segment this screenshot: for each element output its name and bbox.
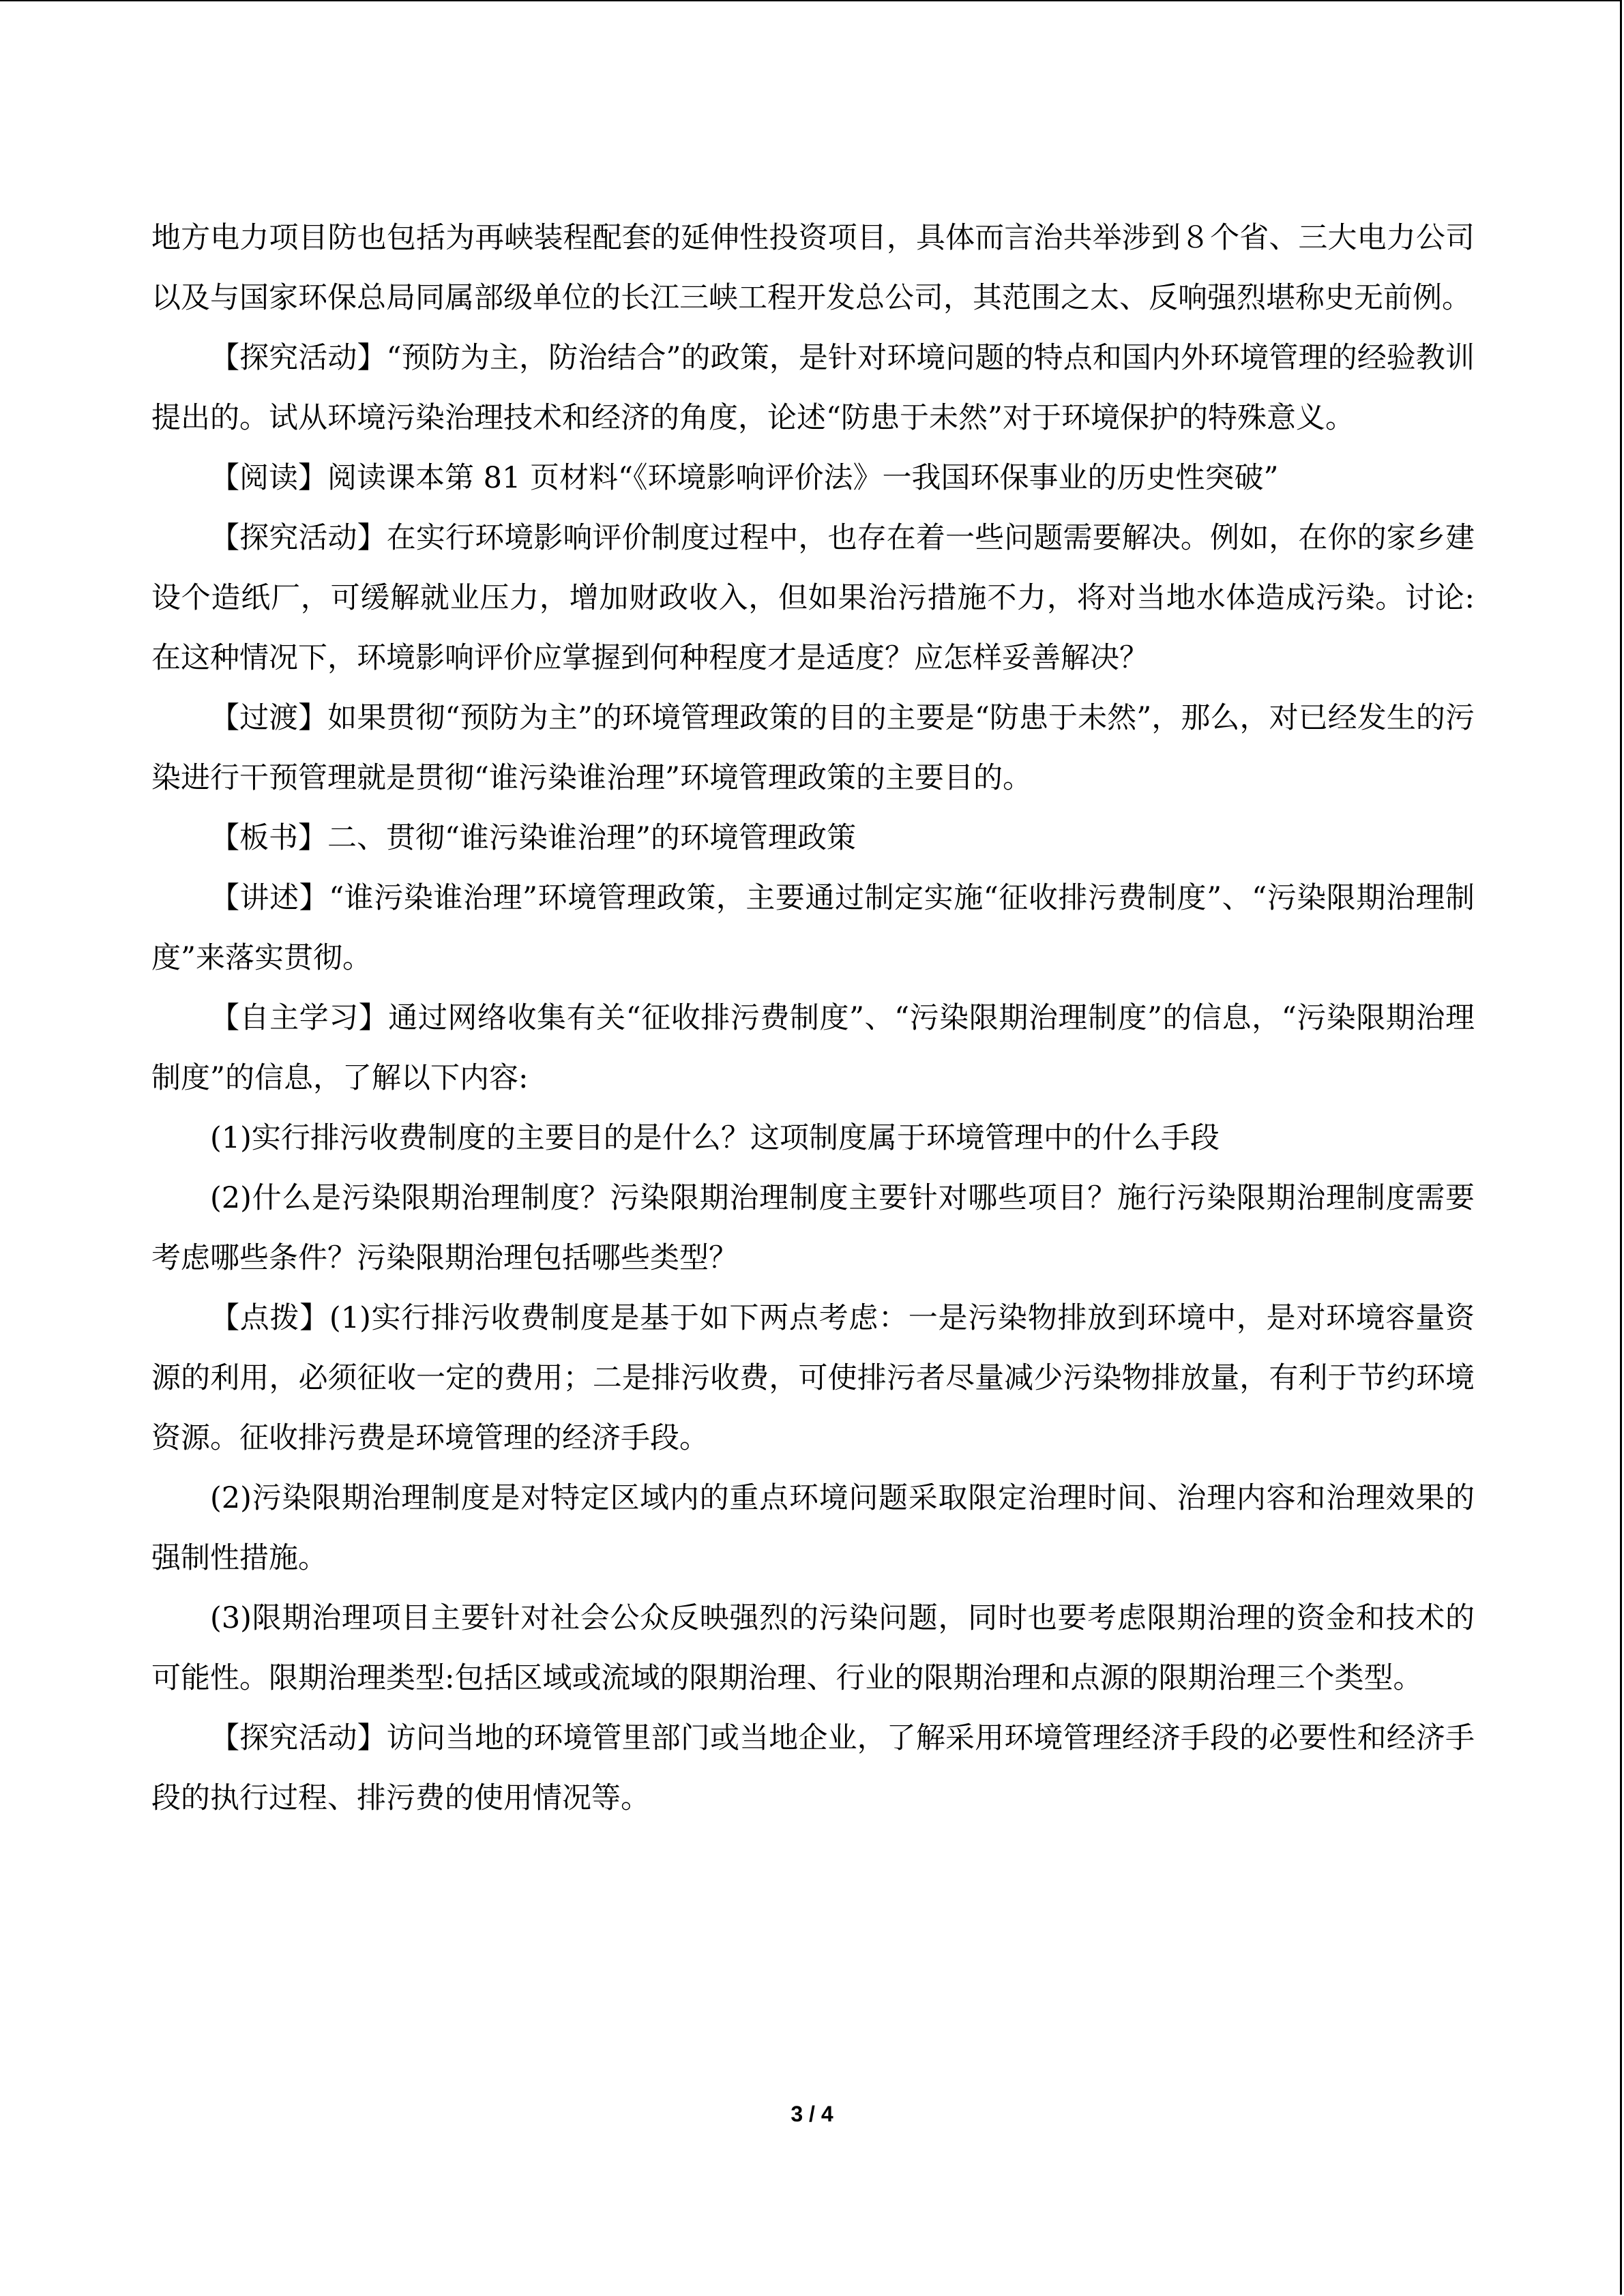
document-body bbox=[151, 208, 1475, 1828]
paragraph-2: 【探究活动】“预防为主，防治结合”的政策，是针对环境问题的特点和国内外环境管理的经验教训提出的。试从环境污染治理技术和经济的角度，论述“防患于未然”对于环境保护的特殊意义。 bbox=[151, 341, 1475, 435]
paragraph-4: 【探究活动】在实行环境影响评价制度过程中，也存在着一些问题需要解决。例如，在你的家乡建设个造纸厂，可缓解就业压力，增加财政收入，但如果治污措施不力，将对当地水体造成污染。讨论:在这种情况下，环境影响评价应掌握到何种程度才是适度？应怎样妥善解决？ bbox=[151, 521, 1475, 675]
paragraph-10: (2)什么是污染限期治理制度？污染限期治理制度主要针对哪些项目？施行污染限期治理制度需要考虑哪些条件？污染限期治理包括哪些类型？ bbox=[151, 1181, 1475, 1275]
paragraph-5: 【过渡】如果贯彻“预防为主”的环境管理政策的目的主要是“防患于未然”，那么，对已经发生的污染进行干预管理就是贯彻“谁污染谁治理”环境管理政策的主要目的。 bbox=[151, 701, 1475, 795]
paragraph-3: 【阅读】阅读课本第 81 页材料“《环境影响评价法》一我国环保事业的历史性突破” bbox=[210, 461, 1279, 495]
paragraph-11: 【点拨】(1)实行排污收费制度是基于如下两点考虑：一是污染物排放到环境中，是对环境容量资源的利用，必须征收一定的费用；二是排污收费，可使排污者尽量减少污染物排放量，有利于节约环境资源。征收排污费是环境管理的经济手段。 bbox=[151, 1301, 1475, 1455]
paragraph-8: 【自主学习】通过网络收集有关“征收排污费制度”、“污染限期治理制度”的信息，“污染限期治理制度”的信息，了解以下内容: bbox=[151, 1001, 1475, 1095]
paragraph-7: 【讲述】“谁污染谁治理”环境管理政策，主要通过制定实施“征收排污费制度”、“污染限期治理制度”来落实贯彻。 bbox=[151, 881, 1475, 975]
paragraph-13: (3)限期治理项目主要针对社会公众反映强烈的污染问题，同时也要考虑限期治理的资金和技术的可能性。限期治理类型:包括区域或流域的限期治理、行业的限期治理和点源的限期治理三个类型。 bbox=[151, 1601, 1475, 1695]
paragraph-14: 【探究活动】访问当地的环境管里部门或当地企业，了解采用环境管理经济手段的必要性和经济手段的执行过程、排污费的使用情况等。 bbox=[151, 1721, 1475, 1815]
paragraph-6: 【板书】二、贯彻“谁污染谁治理”的环境管理政策 bbox=[210, 821, 856, 855]
paragraph-12: (2)污染限期治理制度是对特定区域内的重点环境问题采取限定治理时间、治理内容和治理效果的强制性措施。 bbox=[151, 1481, 1475, 1575]
paragraph-1: 地方电力项目防也包括为再峡装程配套的延伸性投资项目，具体而言治共举涉到８个省、三大电力公司以及与国家环保总局同属部级单位的长江三峡工程开发总公司，其范围之太、反响强烈堪称史无前例。 bbox=[151, 221, 1475, 315]
paragraph-9: (1)实行排污收费制度的主要目的是什么？这项制度属于环境管理中的什么手段 bbox=[210, 1121, 1220, 1155]
page-number: 3 / 4 bbox=[791, 2102, 833, 2126]
